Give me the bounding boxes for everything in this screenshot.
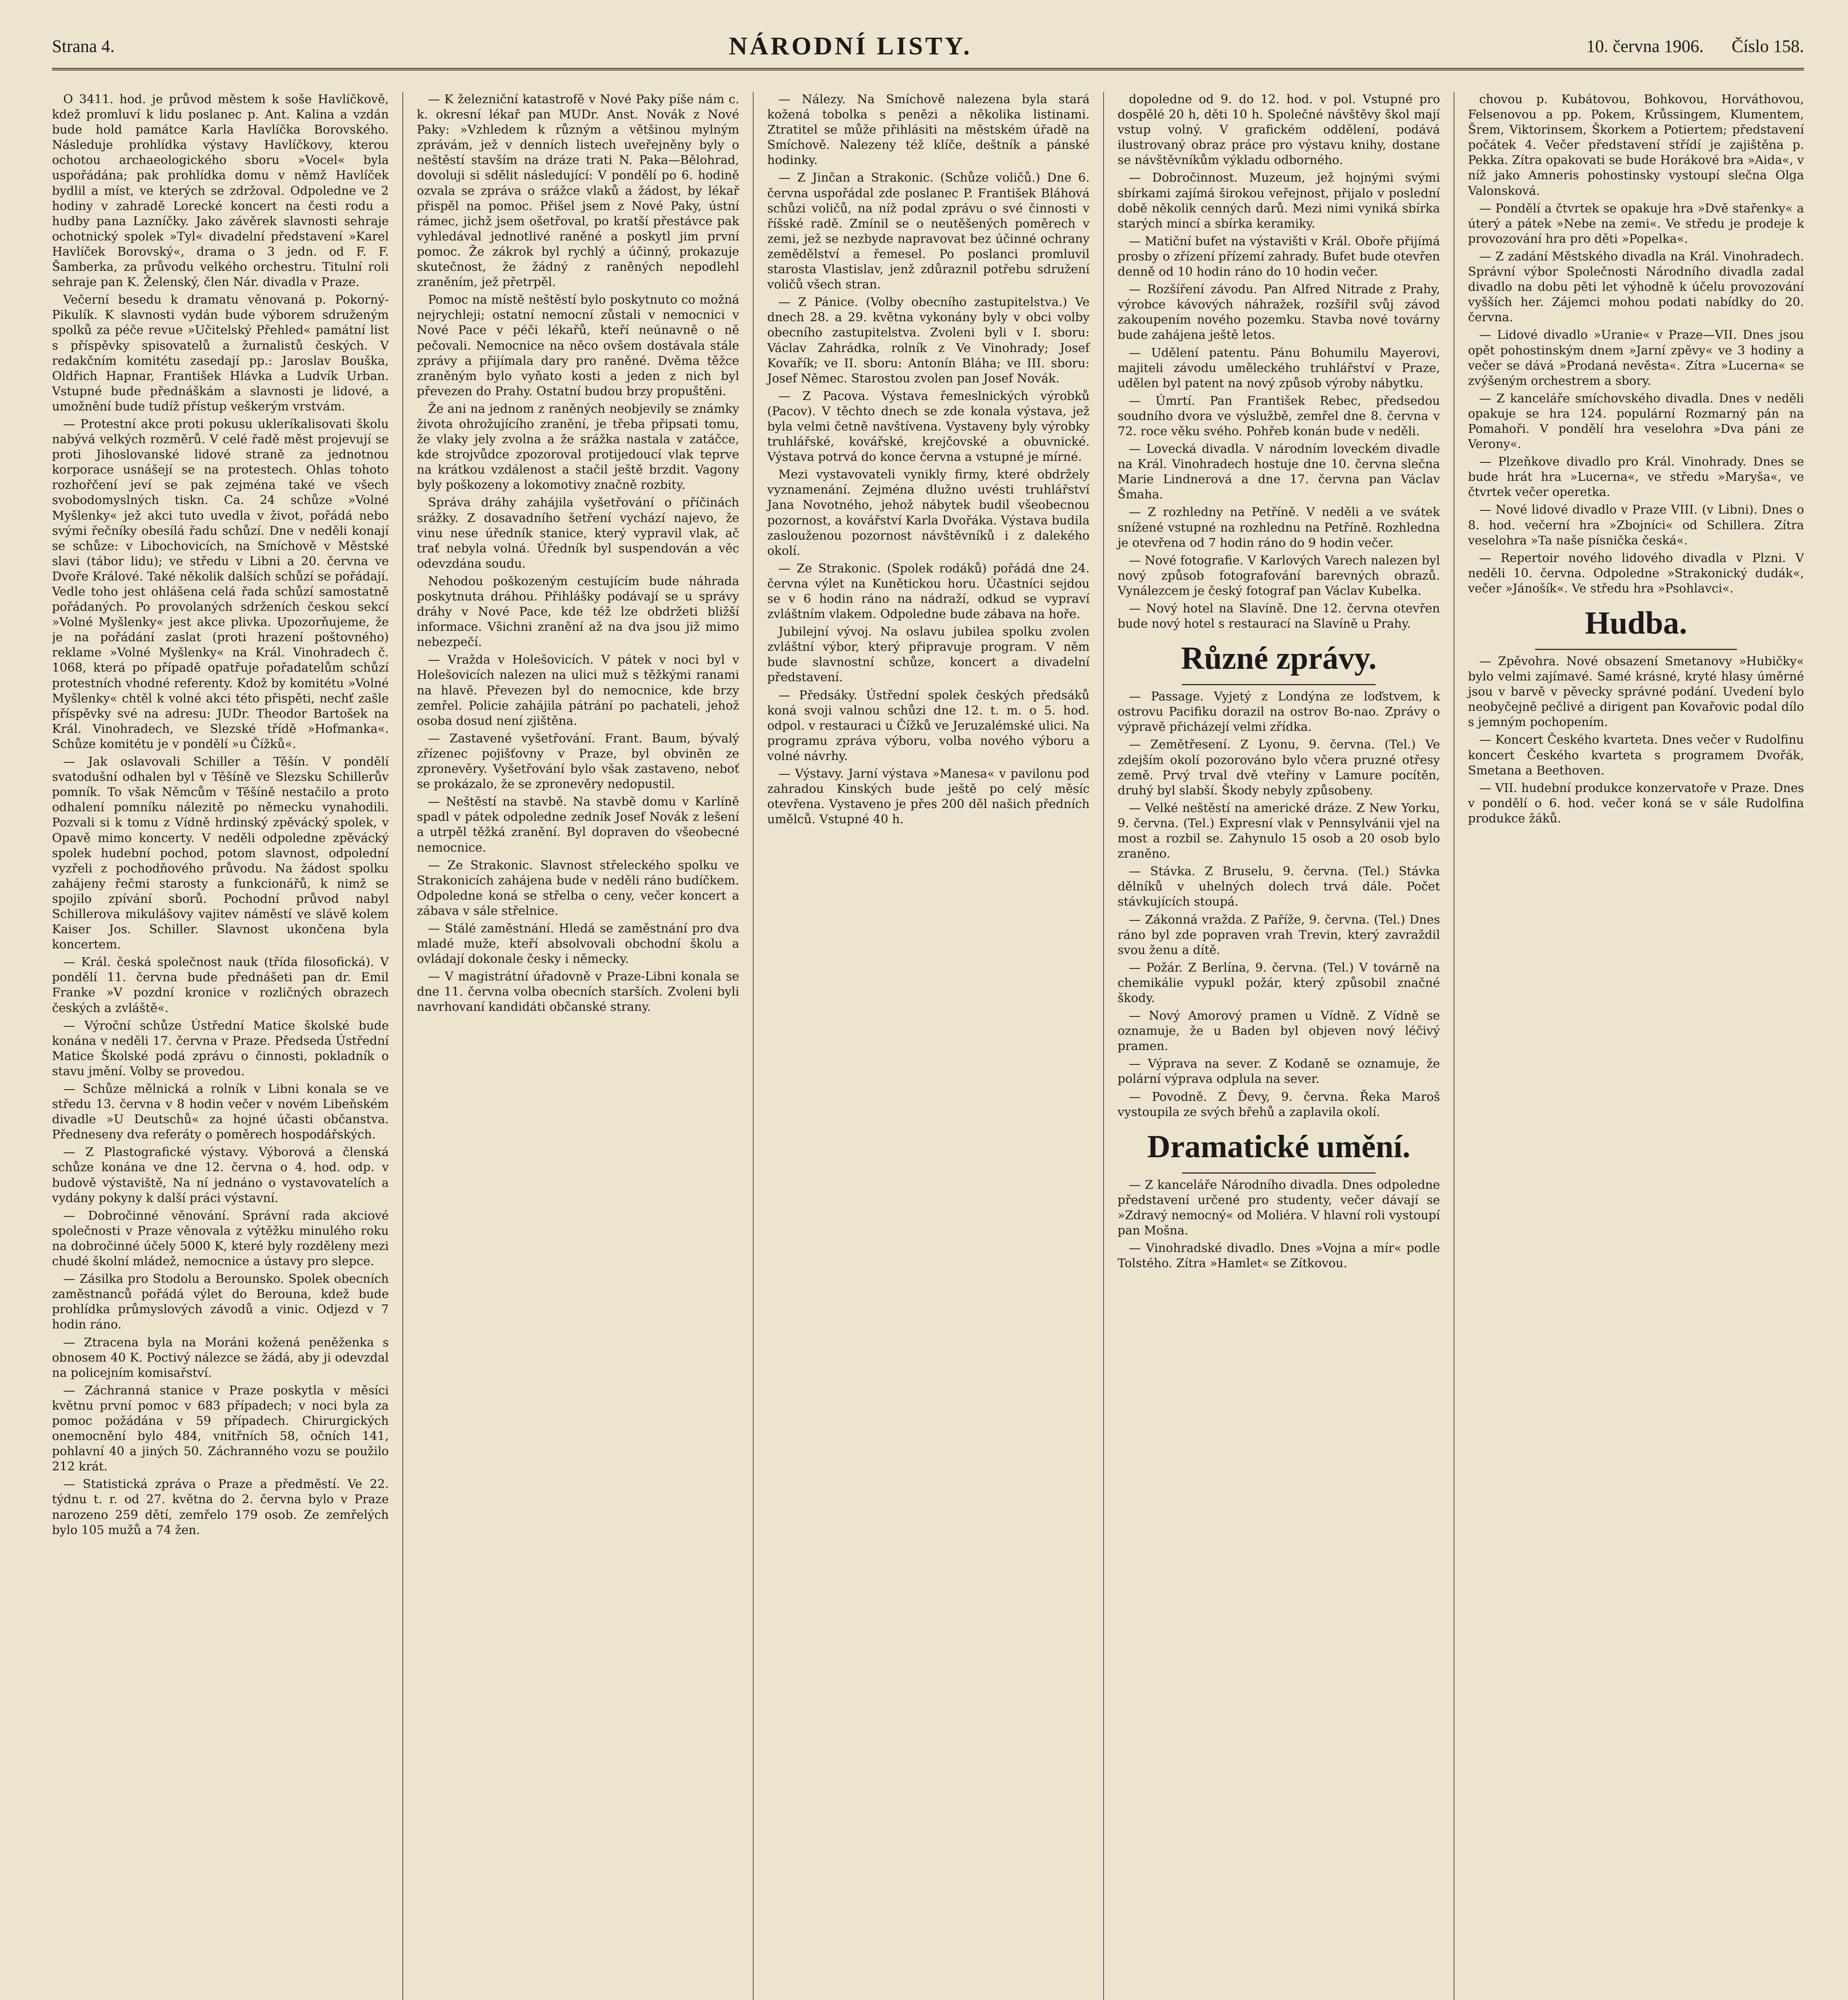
article-paragraph: Nehodou poškozeným cestujícím bude náhrada poskytnuta dráhou. Přihlášky podávají se u správy dráhy v Nové Pace, kde též lze obdržeti bližší informace. Všichni zranění až na dva jsou již mimo nebezpečí.	[417, 574, 739, 650]
newspaper-title: NÁRODNÍ LISTY.	[729, 32, 972, 60]
section-rule	[1535, 649, 1737, 650]
article-columns	[52, 92, 1804, 2000]
article-paragraph: — Vinohradské divadlo. Dnes »Vojna a mír« podle Tolstého. Zítra »Hamlet« se Zítkovou.	[1118, 1241, 1440, 1271]
column-3-articles	[767, 92, 1090, 827]
page-header	[52, 24, 1804, 70]
column-3	[753, 92, 1103, 2000]
article-paragraph: — Zásilka pro Stodolu a Berounsko. Spolek obecních zaměstnanců pořádá výlet do Berouna, kdež bude prohlídka průmyslových závodů a vinic. Odjezd v 7 hodin ráno.	[52, 1272, 389, 1332]
article-paragraph: — Udělení patentu. Pánu Bohumilu Mayerovi, majiteli závodu uměleckého truhlářství v Praze, udělen byl patent na nový způsob výroby nábytku.	[1118, 346, 1440, 390]
article-paragraph: — Vražda v Holešovicích. V pátek v noci byl v Holešovicích nalezen na ulici muž s těžkými ranami na hlavě. Převezen byl do nemocnice, kde brzy zemřel. Policie zahájila pátrání po pachateli, jehož osoba dosud není zjištěna.	[417, 653, 739, 728]
article-paragraph: — Z Pacova. Výstava řemeslnických výrobků (Pacov). V těchto dnech se zde konala výstava, jež byla velmi četně navštívena. Vystaveny byly výrobky truhlářské, kovářské, krejčovské a obuvnické. Výstava potrvá do konce června a vstupné je mírné.	[767, 389, 1090, 464]
article-paragraph: — K železniční katastrofě v Nové Paky píše nám c. k. okresní lékař pan MUDr. Anst. Novák z Nové Paky: »Vzhledem k různým a většinou mylným zprávám, jež v denních listech uveřejněny byly o neštěstí stavším na dráze trati N. Paka—Bělohrad, dovoluji si sdělit následující: V pondělí po 6. hodině ozvala se zpráva o srážce vlaků a žádost, by lékař přispěl na pomoc. Přišel jsem z Nové Paky, ústní rámec, jichž jsem ošetřoval, po kratší přestávce pak vyhledával jednotlivé raněné a poskytl jim první pomoc. Že zákrok byl rychlý a účinný, prokazuje skutečnost, že žádný z raněných nepodlehl zraněním, jež přetrpěl.	[417, 92, 739, 290]
article-paragraph: Večerní besedu k dramatu věnovaná p. Pokorný-Pikulík. K slavnosti vydán bude výborem sdruženým spolků za péče revue »Učitelský Přehled« památní list s příspěvky spisovatelů a žurnalistů českých. V redakčním komitétu zasedají pp.: Jaroslav Bouška, Oldřich Hapnar, František Hlávka a Ludvík Urban. Vstupné bude přednáškám a slavnosti je lidové, a umožnění bude tudíž přístup veškerým vrstvám.	[52, 293, 389, 414]
article-paragraph: — Z Pánice. (Volby obecního zastupitelstva.) Ve dnech 28. a 29. května vykonány byly v obci volby obecního zastupitelstva. Zvoleni byli v I. sboru: Václav Zahrádka, rolník z Ve Vinohrady; Josef Kovařík; ve II. sboru: Antonín Bláha; ve III. sboru: Josef Němec. Starostou zvolen pan Josef Novák.	[767, 295, 1090, 386]
article-paragraph: — Z rozhledny na Petříně. V neděli a ve svátek snížené vstupné na rozhlednu na Petříně. Rozhledna je otevřena od 7 hodin ráno do 9 hodin večer.	[1118, 505, 1440, 550]
article-paragraph: — Úmrtí. Pan František Rebec, předsedou soudního dvora ve výslužbě, zemřel dne 8. června v 72. roce věku svého. Pohřeb konán bude v neděli.	[1118, 394, 1440, 438]
article-paragraph: — Z Jinčan a Strakonic. (Schůze voličů.) Dne 6. června uspořádal zde poslanec P. František Bláhová schůzi voličů, na níž podal zprávu o své činnosti v říšské radě. Zmínil se o neutěšených poměrech v zemi, jež se nezbyde napravovat bez účinné ochrany zemědělství a řemesel. Po poslanci promluvil starosta Vlastislav, jenž zdůraznil potřebu sdružení voličů všech stran.	[767, 171, 1090, 292]
article-paragraph: — Zastavené vyšetřování. Frant. Baum, bývalý zřízenec pojišťovny v Praze, byl obviněn ze zpronevěry. Vyšetřování bylo však zastaveno, neboť se prokázalo, že se zpronevěry nedopustil.	[417, 731, 739, 792]
article-paragraph: O 3411. hod. je průvod městem k soše Havlíčkově, kdež promluví k lidu poslanec p. Ant. Kalina a vzdán bude hold památce Karla Havlíčka Borovského. Následuje prohlídka výstavy Havlíčkovy, kterou ochotou archaeologického sboru »Vocel« byla uspořádána; pak prohlídka domu v němž Havlíček bydlil a míst, ve kterých se zdržoval. Odpoledne ve 2 hodiny v zahradě Lorecké koncert na česti rodu a hudby pana Lazníčky. Jako závěrek slavnosti sehraje ochotnický spolek »Tyl« divadelní představení »Karel Havlíček Borovský«, drama o 3 jedn. od F. F. Šamberka, za průvodu velkého orchestru. Titulní roli sehraje pan K. Želenský, člen Nár. divadla v Praze.	[52, 92, 389, 290]
article-paragraph: — Král. česká společnost nauk (třída filosofická). V pondělí 11. června bude přednášeti pan dr. Emil Franke »V pozdní kronice v rozličných obrazech českých a zvláště«.	[52, 955, 389, 1015]
section-heading-ruzne-zpravy: Různé zprávy.	[1181, 641, 1377, 676]
article-paragraph: — Nálezy. Na Smíchově nalezena byla stará kožená tobolka s penězi a několika listinami. Ztratitel se může přihlásiti na městském úřadě na Smíchově. Nalezeny též klíče, deštník a pánské hodinky.	[767, 92, 1090, 168]
article-paragraph: — Repertoir nového lidového divadla v Plzni. V neděli 10. června. Odpoledne »Strakonický dudák«, večer »Jánošík«. Ve středu hra »Psohlavci«.	[1468, 551, 1804, 596]
article-paragraph: — Stálé zaměstnání. Hledá se zaměstnání pro dva mladé muže, kteří absolvovali obchodní školu a ovládají dokonale česky i německy.	[417, 921, 739, 966]
article-paragraph: Správa dráhy zahájila vyšetřování o příčinách srážky. Z dosavadního šetření vychází najevo, že vinu nese úředník stanice, který vypravil vlak, ač trať nebyla volná. Úředník byl suspendován a věc odevzdána soudu.	[417, 496, 739, 571]
column-2	[402, 92, 753, 2000]
article-paragraph: chovou p. Kubátovou, Bohkovou, Horváthovou, Felsenovou a pp. Pokem, Krůssingem, Klumentem, Šrem, Viktorinsem, Škorkem a Potiertem; představení počátek 4. Večer představení střídí je zajištěna p. Pekka. Zítra opakovati se bude Horákové bra »Aida«, v níž jako Amneris pohostinsky vystoupí slečna Olga Valonsková.	[1468, 92, 1804, 198]
article-paragraph: — Nové lidové divadlo v Praze VIII. (v Libni). Dnes o 8. hod. večerní hra »Zbojníci« od Schillera. Zítra veselohra »Ta naše písnička česká«.	[1468, 503, 1804, 548]
column-1	[52, 92, 402, 2000]
article-paragraph: Mezi vystavovateli vynikly firmy, které obdržely vyznamenání. Zejména dlužno uvésti truhlářství Jana Novotného, jehož nábytek budil všeobecnou pozornost, a kovářství Karla Dvořáka. Výstava budila zaslouženou pozornost návštěvníků i z dalekého okolí.	[767, 468, 1090, 558]
issue-number: Číslo 158.	[1732, 36, 1804, 56]
section-heading-hudba: Hudba.	[1585, 606, 1687, 641]
article-paragraph: — Protestní akce proti pokusu ukleríkalisovati školu nabývá velkých rozměrů. V celé řadě měst projevují se proti Jihoslovanské lidové straně za jednotnou korporace usnášejí se na protestech. Ohlas tohoto rozhořčení jeví se pak zejména také ve všech svobodomyslných tiskn. Ca. 24 schůze »Volné Myšlenky« jež akci tuto uvedla v život, pořádá nebo svými řečníky obesílá řadu schůzí. Dne v neděli konají se schůze: v Libochovicích, na Smíchově v Městské slavi (tábor lidu); ve středu v Libni a 20. června ve Dvoře Králové. Také několik dalších schůzí se pořádají. Vedle toho jest ohlášena celá řada schůzí samostatně pořádaných. Po provolaných sdrženích českou sekcí »Volné Myšlenky« jest akce plivka. Upozorňujeme, že je na pořádání zaslat (proti hrazení poštovného) reklame »Volné Myšlenky« na Král. Vinohradech č. 1068, která po případě opatřuje pořadatelům schůzí protestních vhodné referenty. Kdož by komitétu »Volné Myšlenky« chtěl k volné akci této přispěti, nechť zašle příspěvky své na adresu: JUDr. Theodor Bartošek na Král. Vinohradech, ve Slezské třídě »Hofmanka«. Schůze komitétu je v pondělí »u Čížků«.	[52, 417, 389, 751]
article-paragraph: — Plzeňkove divadlo pro Král. Vinohrady. Dnes se bude hrát hra »Lucerna«, ve středu »Maryša«, ve čtvrtek večer operetka.	[1468, 455, 1804, 500]
article-paragraph: — VII. hudební produkce konzervatoře v Praze. Dnes v pondělí o 6. hod. večer koná se v sále Rudolfina produkce žáků.	[1468, 781, 1804, 826]
column-5-articles	[1468, 92, 1804, 596]
article-paragraph: — Z Plastografické výstavy. Výborová a členská schůze konána ve dne 12. června o 4. hod. odp. v budově výstaviště, Na ní jednáno o vystavovatelích a vydány pokyny k další práci výstavní.	[52, 1145, 389, 1205]
article-paragraph: — Záchranná stanice v Praze poskytla v měsíci květnu první pomoc v 683 případech; v noci byla za pomoc požádána v 59 případech. Chirurgických onemocnění bylo 484, vnitřních 58, očních 141, pohlavní 40 a jiných 50. Záchranného vozu se použilo 212 krát.	[52, 1383, 389, 1474]
section-heading-dramaticke-umeni: Dramatické umění.	[1147, 1129, 1410, 1164]
article-paragraph: — Výroční schůze Ústřední Matice školské bude konána v neděli 17. června v Praze. Předseda Ústřední Matice Školské podá zprávu o činnosti, pokladník o stavu jmění. Volby se provedou.	[52, 1018, 389, 1078]
article-paragraph: — Lidové divadlo »Uranie« v Praze—VII. Dnes jsou opět pohostinským dnem »Jarní zpěvy« ve 3 hodiny a večer se dává »Prodaná nevěsta«. Zítra »Lucerna« se zvýšeným orchestrem a sbory.	[1468, 328, 1804, 388]
article-paragraph: Pomoc na místě neštěstí bylo poskytnuto co možná nejrychleji; ostatní nemocní zůstali v nemocnici v Nové Pace v péči lékařů, kteří neúnavně o ně pečovali. Nemocnice na něco ovšem dostávala stále zprávy a přijímala dary pro raněné. Dvěma těžce zraněným bylo vyňato kosti a jeden z nich byl převezen do Prahy. Ostatní budou brzy propuštěni.	[417, 293, 739, 398]
article-paragraph: — Schůze mělnická a rolník v Libni konala se ve středu 13. června v 8 hodin večer v novém Libeňském divadle »U Deutschů« za hojné účasti občanstva. Předneseny dva referáty o poměrech hospodářských.	[52, 1082, 389, 1142]
article-paragraph: — Povodně. Z Ďevy, 9. června. Řeka Maroš vystoupila ze svých břehů a zaplavila okolí.	[1118, 1090, 1440, 1119]
article-paragraph: — Ze Strakonic. (Spolek rodáků) pořádá dne 24. června výlet na Kunětickou horu. Účastníci sejdou se v 6 hodin ráno na nádraží, odkud se vypraví zvláštním vlakem. Odpoledne bude zábava na hoře.	[767, 561, 1090, 622]
article-paragraph: — Z kanceláře Národního divadla. Dnes odpoledne představení určené pro studenty, večer dávají se »Zdravý nemocný« od Moliéra. V hlavní roli vystoupí pan Mošna.	[1118, 1178, 1440, 1238]
article-paragraph: — Výstavy. Jarní výstava »Manesa« v pavilonu pod zahradou Kinských bude ještě po celý měsíc otevřena. Vystaveno je přes 200 děl našich předních umělců. Vstupné 40 h.	[767, 767, 1090, 827]
article-paragraph: — Ze Strakonic. Slavnost střeleckého spolku ve Strakonicích zahájena bude v neděli ráno budíčkem. Odpoledne koná se střelba o ceny, večer koncert a zábava v sále střelnice.	[417, 858, 739, 918]
issue-info	[1586, 36, 1804, 56]
column-4	[1103, 92, 1454, 2000]
article-paragraph: — V magistrátní úřadovně v Praze-Libni konala se dne 11. června volba obecních starších. Zvoleni byli navrhovaní kandidáti občanské strany.	[417, 970, 739, 1014]
article-paragraph: — Ztracena byla na Moráni kožená peněženka s obnosem 40 K. Poctivý nálezce se žádá, aby ji odevzdal na policejním komisařství.	[52, 1335, 389, 1380]
article-paragraph: — Statistická zpráva o Praze a předměstí. Ve 22. týdnu t. r. od 27. května do 2. června bylo v Praze narozeno 259 dětí, zemřelo 179 osob. Ze zemřelých bylo 105 mužů a 74 žen.	[52, 1477, 389, 1537]
article-paragraph: — Neštěstí na stavbě. Na stavbě domu v Karlíně spadl v pátek odpoledne zedník Josef Novák z lešení a utrpěl těžká zranění. Byl dopraven do všeobecné nemocnice.	[417, 795, 739, 855]
article-paragraph: — Z kanceláře smíchovského divadla. Dnes v neděli opakuje se hra 124. populární Rozmarný pán na Pomahoři. V pondělí hra veselohra »Dva páni ze Verony«.	[1468, 391, 1804, 452]
column-4-articles-drama	[1118, 1178, 1440, 1272]
article-paragraph: — Z zadání Městského divadla na Král. Vinohradech. Správní výbor Společnosti Národního divadla zadal divadlo na dobu pěti let výhodně k účelu provozování vyšších her. Zájemci mohou podati nabídky do 20. června.	[1468, 249, 1804, 325]
article-paragraph: — Passage. Vyjetý z Londýna ze loďstvem, k ostrovu Pacifiku dorazil na ostrov Bo-nao. Zprávy o výpravě přicházejí velmi zřídka.	[1118, 690, 1440, 734]
page-number: Strana 4.	[52, 36, 115, 56]
column-5	[1454, 92, 1804, 2000]
section-rule	[1182, 684, 1376, 685]
article-paragraph: — Předsáky. Ústřední spolek českých předsáků koná svoji valnou schůzi dne 12. t. m. o 5. hod. odpol. v restauraci u Čížků ve Jeruzalémské ulici. Na programu zpráva výboru, volba nového výboru a volné návrhy.	[767, 688, 1090, 763]
article-paragraph: — Koncert Českého kvarteta. Dnes večer v Rudolfinu koncert Českého kvarteta s programem Dvořák, Smetana a Beethoven.	[1468, 733, 1804, 778]
column-4-articles-top	[1118, 92, 1440, 632]
article-paragraph: — Stávka. Z Bruselu, 9. června. (Tel.) Stávka dělníků v uhelných dolech trvá dále. Počet stávkujících stoupá.	[1118, 864, 1440, 909]
article-paragraph: dopoledne od 9. do 12. hod. v pol. Vstupné pro dospělé 20 h, děti 10 h. Společné návštěvy škol mají vstup volný. V grafickém oddělení, podává ilustrovaný obraz práce pro výstavu knihy, dostane se návštěvníkům výkladu odborného.	[1118, 92, 1440, 168]
article-paragraph: — Rozšíření závodu. Pan Alfred Nitrade z Prahy, výrobce kávových náhražek, rozšířil svůj závod zakoupením nového pozemku. Stavba nové továrny bude zahájena ještě letos.	[1118, 282, 1440, 342]
article-paragraph: — Dobročinnost. Muzeum, jež hojnými svými sbírkami zajímá širokou veřejnost, přijalo v poslední době několik cenných darů. Mezi nimi vyniká sbírka starých mincí a sbírka keramiky.	[1118, 171, 1440, 231]
column-4-articles-news	[1118, 689, 1440, 1120]
issue-date: 10. června 1906.	[1586, 36, 1704, 56]
article-paragraph: — Pondělí a čtvrtek se opakuje hra »Dvě stařenky« a úterý a pátek »Nebe na zemi«. Ve středu je prodeje k provozování hra pro děti »Popelka«.	[1468, 201, 1804, 246]
column-2-articles	[417, 92, 739, 1015]
article-paragraph: — Lovecká divadla. V národním loveckém divadle na Král. Vinohradech hostuje dne 10. června slečna Marie Lindnerová a dne 17. června pan Václav Šmaha.	[1118, 442, 1440, 502]
column-5-articles-music	[1468, 654, 1804, 826]
column-1-articles	[52, 92, 389, 1538]
article-paragraph: Jubilejní vývoj. Na oslavu jubilea spolku zvolen zvláštní výbor, který připravuje program. V něm bude slavnostní schůze, koncert a divadelní představení.	[767, 625, 1090, 685]
section-rule	[1182, 1172, 1376, 1174]
article-paragraph: Že ani na jednom z raněných neobjevily se známky života ohrožujícího zranění, je třeba připsati tomu, že vlaky jely zvolna a že srážka nastala v zatáčce, kde strojvůdce zpozoroval protijedoucí vlak teprve na krátkou vzdálenost a stačil ještě brzdit. Vagony byly poškozeny a lokomotivy značně rozbity.	[417, 402, 739, 492]
article-paragraph: — Požár. Z Berlína, 9. června. (Tel.) V továrně na chemikálie vypukl požár, který způsobil značné škody.	[1118, 960, 1440, 1005]
article-paragraph: — Zpěvohra. Nové obsazení Smetanovy »Hubičky« bylo velmi zajímavé. Samé krásné, kryté hlasy úměrné jsou v barvě v pěvecky správné podání. Uvedení bylo neobyčejně pečlivé a dirigent pan Kovařovic podal dílo s jemným pochopením.	[1468, 654, 1804, 730]
article-paragraph: — Zákonná vražda. Z Paříže, 9. června. (Tel.) Dnes ráno byl zde popraven vrah Trevin, který zavraždil svou ženu a dítě.	[1118, 912, 1440, 957]
article-paragraph: — Matiční bufet na výstavišti v Král. Oboře přijímá prosby o zřízení přízemí zahrady. Bufet bude otevřen denně od 10 hodin ráno do 10 hodin večer.	[1118, 234, 1440, 279]
article-paragraph: — Jak oslavovali Schiller a Těšín. V pondělí svatodušní odhalen byl v Těšíně ve Slezsku Schillerův pomník. To však Němcům v Těšíně nestačilo a proto odhalení pomníku nálezitě po německu vynahodili. Pozvali si k tomu z Vídně hrdinský zpěvácký spolek, v Opavě mimo koncerty. V neděli odpoledne zpěvácký spolek hudební pochod, potom slavnost, odpolední vyzřeli z pochodňového průvodu. Na žádost spolku zahájeny řečmi starosty a funkcionářů, k nimž se spojilo zpívání sborů. Pochodní průvod nabyl Schillerova mikulášovy vajitev náměstí ve slávě kolem Kaiser Jos. Schiller. Slavnost ukončena byla koncertem.	[52, 755, 389, 952]
article-paragraph: — Nový hotel na Slavíně. Dne 12. června otevřen bude nový hotel s restaurací na Slavíně u Prahy.	[1118, 602, 1440, 631]
article-paragraph: — Velké neštěstí na americké dráze. Z New Yorku, 9. června. (Tel.) Expresní vlak v Pennsylvánii vjel na most a rozbil se. Zahynulo 15 osob a 20 osob bylo zraněno.	[1118, 801, 1440, 861]
article-paragraph: — Nový Amorový pramen u Vídně. Z Vídně se oznamuje, že u Baden byl objeven nový léčivý pramen.	[1118, 1009, 1440, 1054]
article-paragraph: — Zemětřesení. Z Lyonu, 9. června. (Tel.) Ve zdejším okolí pozorováno bylo včera pruzné otřesy země. Prvý trval dvě vteřiny v Lamure pocítěn, druhý byl slabší. Škody nebyly způsobeny.	[1118, 738, 1440, 798]
article-paragraph: — Dobročinné věnování. Správní rada akciové společnosti v Praze věnovala z výtěžku minulého roku na dobročinné účely 5000 K, které byly rozděleny mezi chudé školní mládež, nemocnice a ústavy pro slepce.	[52, 1208, 389, 1269]
article-paragraph: — Nové fotografie. V Karlových Varech nalezen byl nový způsob fotografování barevných obrazů. Vynálezcem je český fotograf pan Václav Kubelka.	[1118, 553, 1440, 598]
article-paragraph: — Výprava na sever. Z Kodaně se oznamuje, že polární výprava odplula na sever.	[1118, 1057, 1440, 1086]
